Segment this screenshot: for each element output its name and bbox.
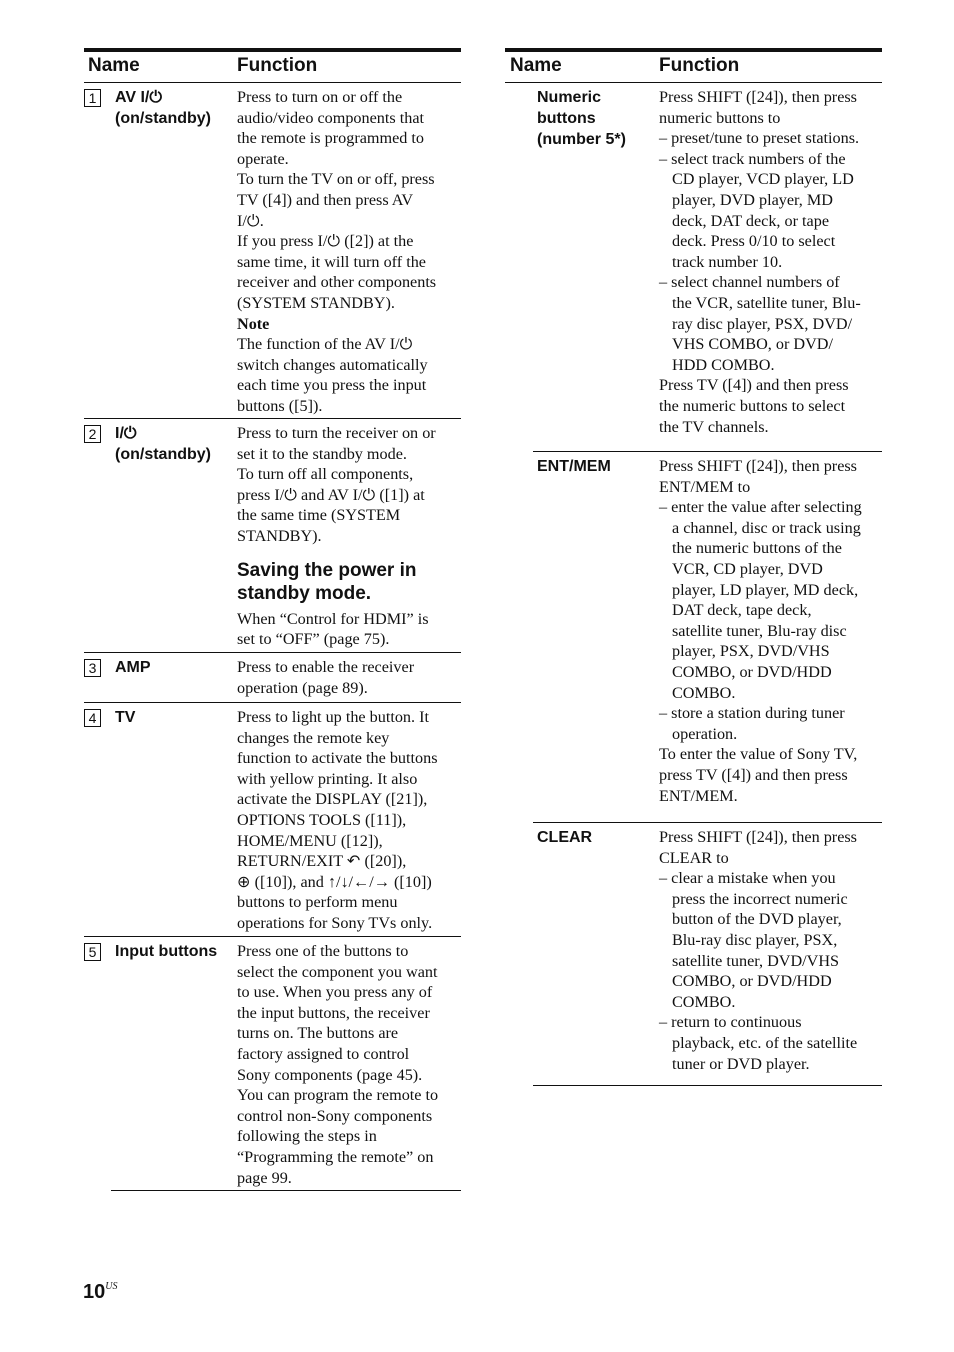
table-row-amp (84, 653, 461, 703)
row-function: Press SHIFT ([24]), then press CLEAR to – clear a mistake when you press the incorrect numeric button of the DVD player, Blu-ray disc player, PSX, satellite tuner, DVD/VHS COMBO, or DVD/HDD COMBO. – return to continuous playback, etc. of the satellite tuner or DVD player. (659, 828, 858, 1073)
row-number: 5 (84, 943, 101, 961)
table-row-clear (505, 823, 882, 1086)
row-function: Press SHIFT ([24]), then press numeric buttons to – preset/tune to preset stations. – select track numbers of the CD player, VCD player, LD player, DVD player, MD deck, DAT deck, or tape deck. Press 0/10 to select track number 10. – select channel numbers of the VCR, satellite tuner, Blu- ray disc player, PSX, DVD/ VHS COMBO, or DVD/ HDD COMBO. Press TV ([4]) and then press the numeric buttons to select the TV channels. (659, 88, 861, 436)
header-function: Function (659, 55, 740, 76)
row-name: ENT/MEM (537, 458, 611, 475)
table-bottom-rule (533, 1085, 882, 1086)
section-subheading: Saving the power in standby mode. (237, 559, 417, 604)
header-name: Name (88, 55, 140, 76)
table-header (505, 48, 882, 83)
row-number: 4 (84, 709, 101, 727)
table-row-tv (84, 703, 461, 937)
row-number: 3 (84, 659, 101, 677)
row-name: TV (115, 709, 136, 726)
row-name: Numeric buttons (number 5*) (537, 89, 626, 148)
row-name: Input buttons (115, 943, 218, 960)
row-number: 2 (84, 425, 101, 443)
row-function: Press to light up the button. It changes the remote key function to activate the buttons with yellow printing. It also activate the DISPLAY ([21]), OPTIONS TOOLS ([11]), HOME/MENU ([12]), RETURN/EXIT ↶ ([20]), ⊕ ([10]), and ↑/↓/←/→ ([10]) buttons to perform menu operations for Sony TVs only. (237, 708, 438, 932)
table-row-input-buttons (84, 937, 461, 1191)
left-table (84, 48, 461, 1191)
row-function: Press SHIFT ([24]), then press ENT/MEM to – enter the value after selecting a channel, disc or track using the numeric buttons of the VCR, CD player, DVD player, LD player, MD deck, DAT deck, tape deck, satellite tuner, Blu-ray disc player, PSX, DVD/VHS COMBO, or DVD/HDD COMBO. – store a station during tuner operation. To enter the value of Sony TV, press TV ([4]) and then press ENT/MEM. (659, 457, 862, 805)
row-name: AV I/⏻ (on/standby) (115, 89, 211, 127)
page-number: $10^{US}$ (83, 1281, 118, 1303)
table-row-standby (84, 419, 461, 653)
row-function: Press to turn on or off the audio/video components that the remote is programmed to operate. To turn the TV on or off, press TV ([4]) and then press AV I/⏻. If you press I/⏻ ([2]) at the same time, it will turn off the receiver and other components (SYSTEM STANDBY). Note The function of the AV I/⏻ switch changes automatically each time you press the input buttons ([5]). (237, 87, 461, 417)
row-name: AMP (115, 659, 151, 676)
row-number: 1 (84, 89, 101, 107)
table-row-av-standby (84, 83, 461, 419)
header-name: Name (510, 55, 562, 76)
row-name: I/⏻ (on/standby) (115, 425, 211, 463)
page-suffix: US (105, 1281, 118, 1292)
row-name: CLEAR (537, 829, 593, 846)
table-row-ent-mem (505, 452, 882, 823)
note-label: Note (237, 314, 270, 333)
header-function: Function (237, 55, 318, 76)
row-function: Press to enable the receiver operation (page 89). (237, 658, 415, 697)
row-function: Press to turn the receiver on or set it to the standby mode. To turn off all components, press I/⏻ and AV I/⏻ ([1]) at the same time (SYSTEM STANDBY). Saving the power in standby mode. When “Control for HDMI” is set to “OFF” (page 75). (237, 423, 461, 650)
row-function: Press one of the buttons to select the component you want to use. When you press any of the input buttons, the receiver turns on. The buttons are factory assigned to control Sony components (page 45). You can program the remote to control non-Sony components following the steps in “Programming the remote” on page 99. (237, 942, 439, 1187)
right-table (505, 48, 882, 1086)
table-row-numeric-buttons (505, 83, 882, 452)
table-header (84, 48, 461, 83)
table-bottom-rule (111, 1190, 461, 1191)
